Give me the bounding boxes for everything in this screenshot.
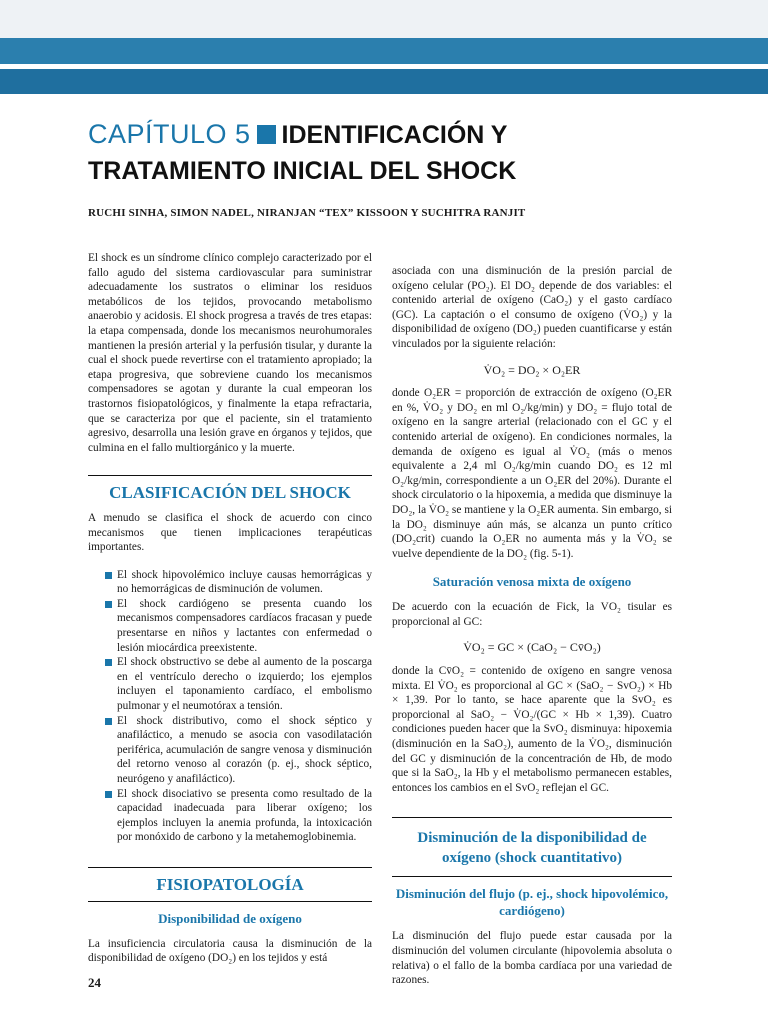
list-item: El shock distributivo, como el shock séptico y anafiláctico, a menudo se asocia con vasodilatación periférica, acumulación de sangre venosa y disminución del retorno venoso al corazón (p. ej., shock séptico, neurógeno y anafiláctico). — [105, 714, 372, 787]
square-bullet-icon — [105, 791, 112, 798]
header-bar-upper — [0, 38, 768, 64]
physiopathology-heading: FISIOPATOLOGÍA — [88, 867, 372, 893]
classification-intro: A menudo se clasifica el shock de acuerdo con cinco mecanismos que tienen implicaciones terapéuticas importantes. — [88, 511, 372, 554]
svo2-subheading: Saturación venosa mixta de oxígeno — [432, 574, 632, 590]
authors: RUCHI SINHA, SIMON NADEL, NIRANJAN “TEX” KISSOON Y SUCHITRA RANJIT — [88, 207, 526, 219]
intro-paragraph: El shock es un síndrome clínico complejo caracterizado por el fallo agudo del sistema cardiovascular para suministrar adecuadamente los sustratos o eliminar los residuos metabólicos de los tejidos, provocando metabolismo anaerobio y acidosis. El shock progresa a través de tres etapas: la etapa compensada, donde los mecanismos neurohumorales mantienen la presión arterial y la perfusión tisular, y durante la cual el shock puede revertirse con el tratamiento apropiado; la etapa progresiva, que sobreviene cuando los mecanismos compensadores se agotan y durante la cual empeoran los trastornos fisiopatológicos, y finalmente la etapa refractaria, que se caracteriza por que el paciente, sin el tratamiento agresivo, desarrolla una lesión grave en órganos y tejidos, que culmina en el fallo multiorgánico y la muerte. — [88, 252, 372, 454]
paragraph-2: donde O₂ER = proporción de extracción de oxígeno (O₂ER en %, V̇O₂ y DO₂ en ml O₂/kg/min) y DO₂ = flujo total de oxígeno en la sangre arterial (relacionado con el GC y el contenido arterial de oxígeno). En condiciones normales, la demanda de oxígeno es igual al V̇O₂ (más o menos equivalente a 2,4 ml O₂/kg/min cuando DO₂ es 12 ml O₂/kg/min, correspondiente a un O₂ER del 20%). Durante el shock circulatorio o la hipoxemia, a medida que disminuye la DO₂, la V̇O₂ se mantiene y la O₂ER aumenta. Sin embargo, si la DO₂ disminuye aún más, se alcanza un punto crítico (DO₂crit) cuando la O₂ER no aumenta más y la V̇O₂ se vuelve dependiente de la DO₂ (fig. 5-1). — [392, 387, 672, 560]
square-bullet-icon — [105, 572, 112, 579]
square-bullet-icon — [105, 659, 112, 666]
chapter-heading — [88, 118, 688, 188]
list-item: El shock disociativo se presenta como resultado de la capacidad inadecuada para liberar oxígeno; los ejemplos incluyen la anemia profunda, la intoxicación por monóxido de carbono y la metahemoglobinemia. — [105, 787, 372, 845]
chapter-title-line1: IDENTIFICACIÓN Y — [281, 121, 508, 149]
square-bullet-icon — [105, 718, 112, 725]
chapter-title-line2: TRATAMIENTO INICIAL DEL SHOCK — [88, 157, 517, 185]
list-item: El shock hipovolémico incluye causas hemorrágicas y no hemorrágicas de disminución de volumen. — [105, 568, 372, 597]
flow-decrease-subheading: Disminución del flujo (p. ej., shock hipovolémico, cardiógeno) — [392, 876, 672, 919]
equation-1: V̇O₂ = DO₂ × O₂ER — [483, 362, 581, 377]
oxygen-availability-subheading: Disponibilidad de oxígeno — [88, 901, 372, 927]
equation-2: V̇O₂ = GC × (CaO₂ − Cv̄O₂) — [463, 640, 601, 655]
page-number: 24 — [88, 975, 101, 990]
left-column — [88, 251, 372, 966]
paragraph-4: donde la Cv̄O₂ = contenido de oxígeno en sangre venosa mixta. El V̇O₂ es proporcional al GC × (SaO₂ − SvO₂) × Hb × 1,39. Por lo tanto, se hace aparente que la SvO₂ es proporcional al SaO₂ − V̇O₂/(GC × Hb × 1,39). Cuatro condiciones pueden hacer que la SvO₂ disminuya: hipoxemia (disminución en la SaO₂), aumento de la V̇O₂, disminución del GC y disminución de la concentración de Hb, de modo que si la SaO₂, la Hb y el metabolismo permanecen estables, entonces los cambios en el SvO₂ reflejan el GC. — [392, 665, 672, 794]
list-item: El shock cardiógeno se presenta cuando los mecanismos compensadores cardíacos fracasan y puede presentarse en niños y lactantes con enfermedad o lesión miocárdica preexistente. — [105, 597, 372, 655]
oxygen-paragraph: La insuficiencia circulatoria causa la disminución de la disponibilidad de oxígeno (DO₂) en los tejidos y está — [88, 937, 372, 965]
square-bullet-icon — [257, 125, 276, 144]
square-bullet-icon — [105, 601, 112, 608]
list-item: El shock obstructivo se debe al aumento de la poscarga en el ventrículo derecho o izquierdo; los ejemplos incluyen el taponamiento cardíaco, el embolismo pulmonar y el neumotórax a tensión. — [105, 655, 372, 713]
chapter-label: CAPÍTULO 5 — [88, 119, 251, 149]
classification-heading: CLASIFICACIÓN DEL SHOCK — [88, 475, 372, 501]
paragraph-3: De acuerdo con la ecuación de Fick, la VO₂ tisular es proporcional al GC: — [392, 601, 672, 628]
shock-types-list — [105, 568, 372, 845]
paragraph-1: asociada con una disminución de la presión parcial de oxígeno celular (PO₂). El DO₂ depende de dos variables: el contenido arterial de oxígeno (CaO₂) y el gasto cardíaco (GC). La captación o el consumo de oxígeno (V̇O₂) y la disponibilidad de oxígeno (DO₂) pueden cuantificarse y están vinculados por la siguiente relación: — [392, 265, 672, 350]
paragraph-5: La disminución del flujo puede estar causada por la disminución del volumen circulante (hipovolemia absoluta o relativa) o el fallo de la bomba cardíaca por una variedad de razones. — [392, 930, 672, 987]
header-bar-lower — [0, 69, 768, 94]
header-band — [0, 0, 768, 38]
quantitative-shock-heading: Disminución de la disponibilidad de oxígeno (shock cuantitativo) — [392, 817, 672, 868]
right-column — [392, 264, 672, 988]
